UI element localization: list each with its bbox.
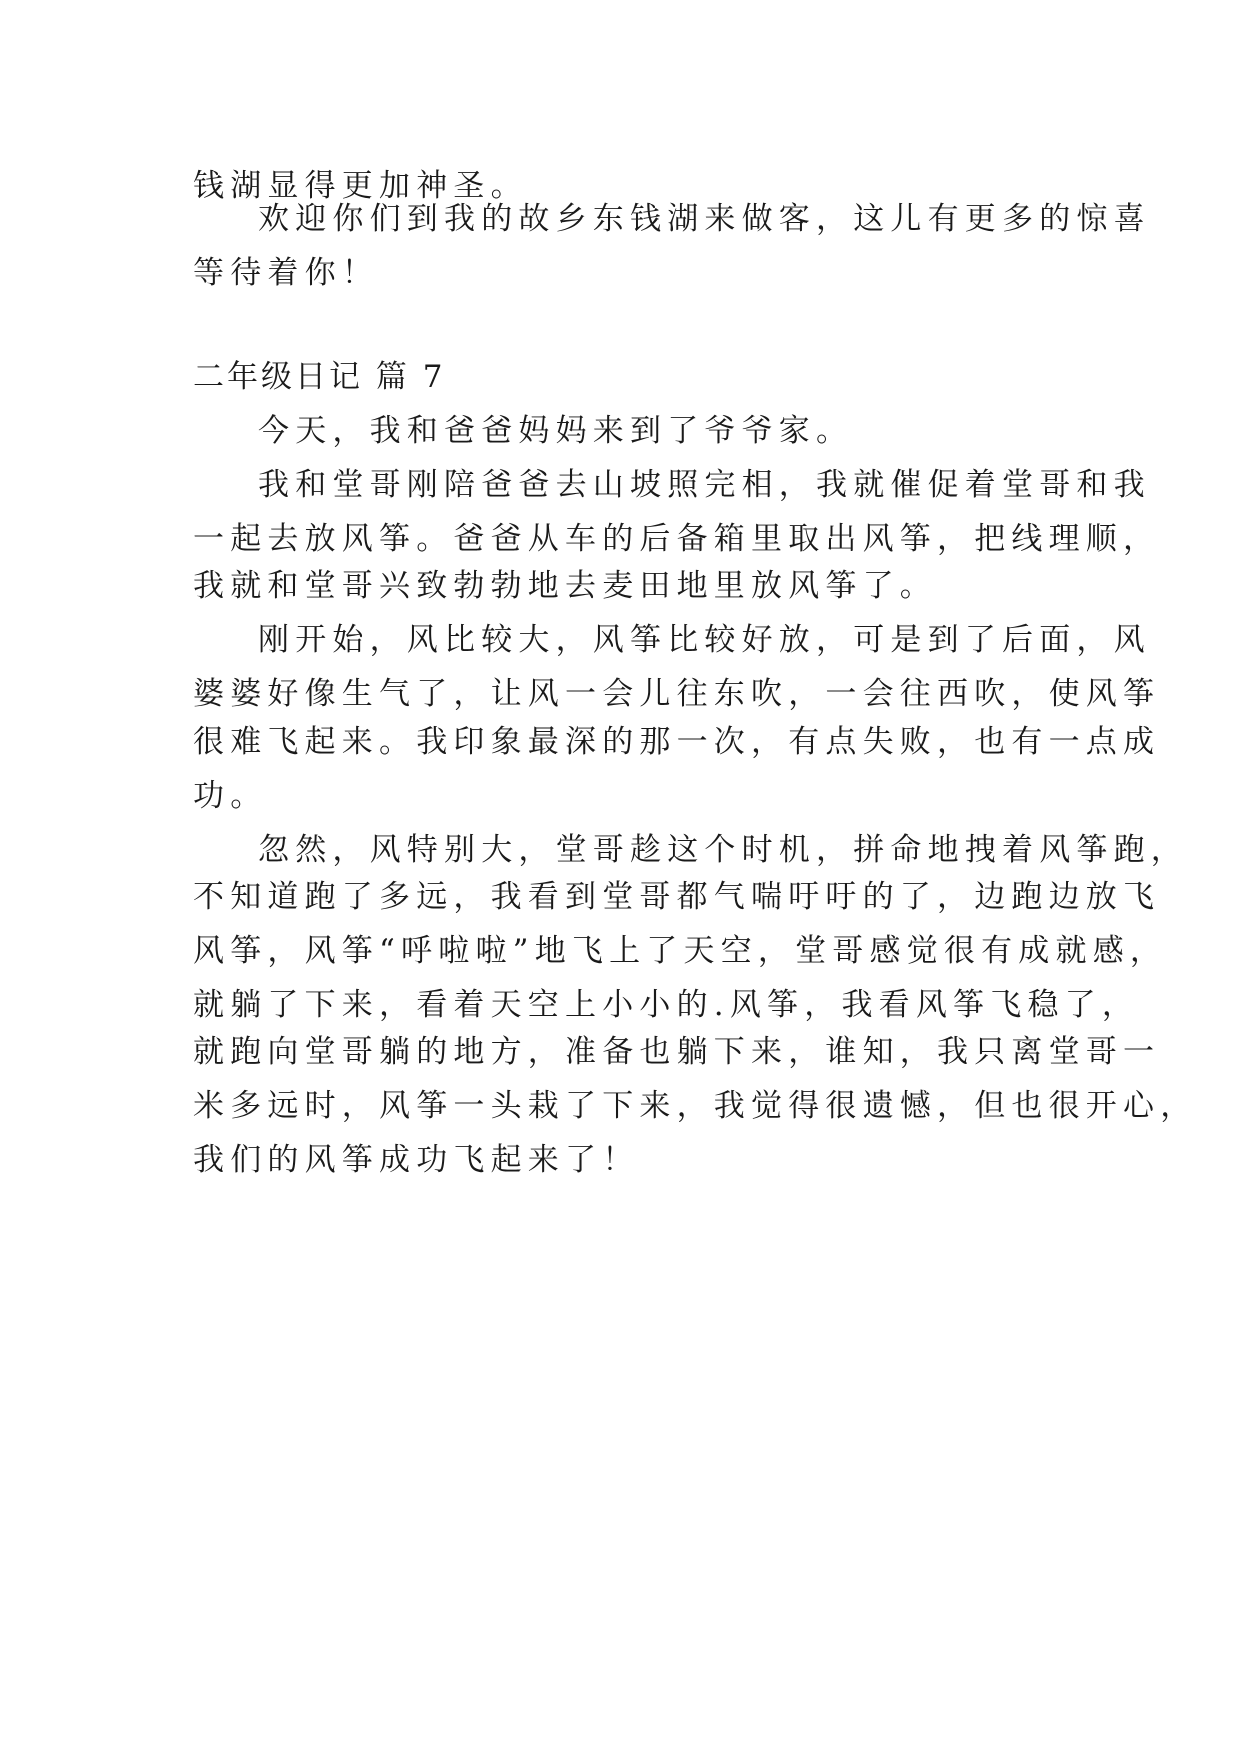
paragraph-line: 钱湖显得更加神圣。 <box>193 168 528 204</box>
section-title: 二年级日记 篇 7 <box>193 359 446 395</box>
paragraph-line: 就躺了下来，看着天空上小小的.风筝，我看风筝飞稳了， <box>193 987 1140 1023</box>
paragraph-line: 功。 <box>193 778 268 814</box>
paragraph-line: 米多远时，风筝一头栽了下来，我觉得很遗憾，但也很开心， <box>193 1088 1198 1124</box>
paragraph-line: 不知道跑了多远，我看到堂哥都气喘吁吁的了，边跑边放飞 <box>193 879 1161 915</box>
paragraph-line: 忽然，风特别大，堂哥趁这个时机，拼命地拽着风筝跑， <box>258 832 1188 868</box>
paragraph-line: 一起去放风筝。爸爸从车的后备箱里取出风筝，把线理顺， <box>193 521 1161 557</box>
paragraph-line: 等待着你！ <box>193 255 379 291</box>
paragraph-line: 我们的风筝成功飞起来了！ <box>193 1142 640 1178</box>
paragraph-line: 我和堂哥刚陪爸爸去山坡照完相，我就催促着堂哥和我 <box>258 467 1151 503</box>
paragraph-line: 刚开始，风比较大，风筝比较好放，可是到了后面，风 <box>258 622 1151 658</box>
paragraph-line: 我就和堂哥兴致勃勃地去麦田地里放风筝了。 <box>193 568 937 604</box>
paragraph-line: 欢迎你们到我的故乡东钱湖来做客，这儿有更多的惊喜 <box>258 201 1151 237</box>
paragraph-line: 风筝，风筝“呼啦啦”地飞上了天空，堂哥感觉很有成就感， <box>193 933 1168 969</box>
paragraph-line: 今天，我和爸爸妈妈来到了爷爷家。 <box>258 413 854 449</box>
paragraph-line: 婆婆好像生气了，让风一会儿往东吹，一会往西吹，使风筝 <box>193 676 1161 712</box>
paragraph-line: 很难飞起来。我印象最深的那一次，有点失败，也有一点成 <box>193 724 1161 760</box>
paragraph-line: 就跑向堂哥躺的地方，准备也躺下来，谁知，我只离堂哥一 <box>193 1034 1161 1070</box>
